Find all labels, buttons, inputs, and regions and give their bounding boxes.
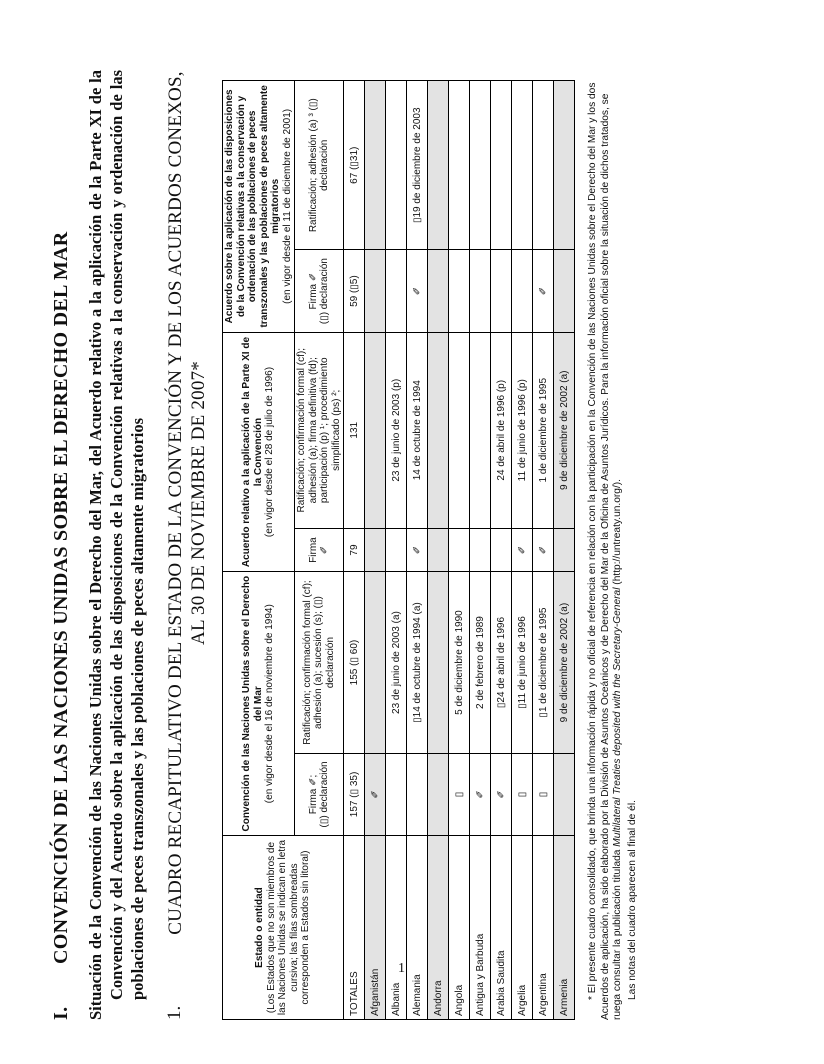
cell-conv-signature (386, 753, 407, 835)
table-row (491, 81, 512, 1020)
cell-conv-signature (428, 753, 449, 835)
cell-xi-signature (428, 528, 449, 572)
totals-fish-ratification: 67 (▯31) (344, 81, 365, 250)
cell-conv-ratification (428, 572, 449, 754)
header-fish-stocks-force: (en vigor desde el 11 de diciembre de 2001) (281, 108, 293, 304)
status-table (222, 80, 575, 1020)
cell-xi-signature: ✐ (512, 528, 533, 572)
cell-conv-ratification: 5 de diciembre de 1990 (449, 572, 470, 754)
footnote-main: * El presente cuadro consolidado, que brinda una información rápida y no oficial de referencia en relación con la participación en la Convención de las Naciones Unidas sobre el Derecho del Mar y los dos Acuerdos de aplicación, ha sido elaborado por la División de Asuntos Oceánicos y de Derecho del Mar de la Oficina de Asuntos Jurídicos. Para la información oficial sobre la situación de dichos tratados, se ruega consultar la publicación titulada Multilateral Treaties deposited with the Secretary-General (http://untreaty.un.org/). (587, 82, 623, 1020)
totals-row (344, 81, 365, 1020)
footnote-publication-title: Multilateral Treaties deposited with the Secretary-General (612, 587, 623, 847)
cell-conv-ratification: 23 de junio de 2003 (a) (386, 572, 407, 754)
totals-conv-signature: 157 (▯ 35) (344, 753, 365, 835)
cell-conv-ratification: ▯14 de octubre de 1994 (a) (407, 572, 428, 754)
chapter-title: CONVENCIÓN DE LAS NACIONES UNIDAS SOBRE EL DERECHO DEL MAR (50, 231, 72, 964)
cell-xi-ratification (428, 332, 449, 528)
cell-state-name: Arabia Saudita (491, 836, 512, 1020)
cell-fish-ratification (449, 81, 470, 250)
header-state-note: (Los Estados que no son miembros de las Naciones Unidas se indican en letra cursiva; las filas sombreadas corresponden a Estados sin litoral) (265, 839, 312, 1016)
cell-state-name: Antigua y Barbuda (470, 836, 491, 1020)
section-title-line2: AL 30 DE NOVIEMBRE DE 2007* (188, 361, 209, 645)
table-row (428, 81, 449, 1020)
table-row (407, 81, 428, 1020)
section-heading (164, 32, 210, 1020)
cell-state-name: Andorra (428, 836, 449, 1020)
cell-conv-ratification: 9 de diciembre de 2002 (a) (554, 572, 575, 754)
cell-conv-signature: ▯ (533, 753, 554, 835)
cell-xi-ratification: 14 de octubre de 1994 (407, 332, 428, 528)
header-xi-ratification: Ratificación; confirmación formal (cf); adhesión (a); firma definitiva (fd); participación (p) ¹; procedimiento simplificado (ps) ²; (295, 332, 344, 528)
cell-xi-signature (491, 528, 512, 572)
header-fish-stocks (223, 81, 295, 333)
cell-fish-signature (449, 250, 470, 332)
cell-conv-ratification (365, 572, 386, 754)
cell-xi-ratification (365, 332, 386, 528)
cell-xi-ratification: 1 de diciembre de 1995 (533, 332, 554, 528)
cell-conv-signature: ✐ (470, 753, 491, 835)
document-subtitle: Situación de la Convención de las Naciones Unidas sobre el Derecho del Mar, del Acuerdo relativo a la aplicación de la Parte XI de la Convención y del Acuerdo sobre la aplicación de las disposiciones de la Convención relativas a la conservación y ordenación de las poblaciones de peces transzonales y las poblaciones de peces altamente migratorios (86, 70, 147, 1020)
header-part-xi-title: Acuerdo relativo a la aplicación de la Parte XI de la Convención (241, 336, 264, 568)
cell-fish-signature (491, 250, 512, 332)
header-fish-stocks-title: Acuerdo sobre la aplicación de las disposiciones de la Convención relativas a la conservación y ordenación de las poblaciones de peces transzonales y las poblaciones de peces altamente migratorios (224, 85, 281, 328)
cell-conv-signature: ✐ (491, 753, 512, 835)
totals-xi-ratification: 131 (344, 332, 365, 528)
cell-state-name: Afganistán (365, 836, 386, 1020)
rotated-page-content (32, 32, 792, 1032)
cell-conv-signature (554, 753, 575, 835)
header-part-xi (223, 332, 295, 572)
cell-xi-signature: ✐ (533, 528, 554, 572)
cell-state-name: Argentina (533, 836, 554, 1020)
cell-xi-signature (386, 528, 407, 572)
totals-xi-signature: 79 (344, 528, 365, 572)
table-row (554, 81, 575, 1020)
cell-conv-ratification: ▯1 de diciembre de 1995 (533, 572, 554, 754)
cell-conv-ratification: ▯11 de junio de 1996 (512, 572, 533, 754)
footnote (587, 80, 639, 1020)
header-conv-signature: Firma ✐; (▯) declaración (295, 753, 344, 835)
cell-fish-ratification (428, 81, 449, 250)
table-row (365, 81, 386, 1020)
totals-conv-ratification: 155 (▯ 60) (344, 572, 365, 754)
cell-xi-ratification: 23 de junio de 2003 (p) (386, 332, 407, 528)
cell-xi-signature: ✐ (407, 528, 428, 572)
cell-xi-ratification: 24 de abril de 1996 (p) (491, 332, 512, 528)
cell-xi-signature (365, 528, 386, 572)
cell-fish-signature (512, 250, 533, 332)
section-number: 1. (164, 1005, 185, 1020)
cell-state-name: Argelia (512, 836, 533, 1020)
section-title (164, 32, 210, 974)
cell-fish-ratification (512, 81, 533, 250)
cell-fish-signature (470, 250, 491, 332)
cell-fish-ratification (386, 81, 407, 250)
cell-conv-signature: ▯ (449, 753, 470, 835)
table-row (386, 81, 407, 1020)
header-convention-force: (en vigor desde el 16 de noviembre de 1994) (264, 604, 276, 804)
cell-xi-ratification: 9 de diciembre de 2002 (a) (554, 332, 575, 528)
cell-fish-ratification (470, 81, 491, 250)
cell-xi-ratification: 11 de junio de 1996 (p) (512, 332, 533, 528)
table-row (512, 81, 533, 1020)
header-fish-signature: Firma ✐ (▯) declaración (295, 250, 344, 332)
table-row (449, 81, 470, 1020)
footnote-notes: Las notas del cuadro aparecen al final de él. (626, 800, 638, 1000)
cell-fish-ratification (365, 81, 386, 250)
section-title-line1: CUADRO RECAPITULATIVO DEL ESTADO DE LA CONVENCIÓN Y DE LOS ACUERDOS CONEXOS, (165, 71, 186, 935)
cell-xi-ratification (470, 332, 491, 528)
cell-fish-signature (365, 250, 386, 332)
header-convention (223, 572, 295, 836)
cell-fish-ratification (533, 81, 554, 250)
cell-fish-ratification: ▯19 de diciembre de 2003 (407, 81, 428, 250)
cell-conv-signature: ✐ (365, 753, 386, 835)
cell-fish-signature (386, 250, 407, 332)
cell-fish-ratification (554, 81, 575, 250)
totals-fish-signature: 59 (▯5) (344, 250, 365, 332)
cell-xi-ratification (449, 332, 470, 528)
cell-state-name: Armenia (554, 836, 575, 1020)
cell-xi-signature (554, 528, 575, 572)
totals-label: TOTALES (344, 836, 365, 1020)
page-number: 1 (398, 961, 405, 976)
header-xi-signature: Firma ✐ (295, 528, 344, 572)
cell-fish-signature: ✐ (533, 250, 554, 332)
header-part-xi-force: (en vigor desde el 28 de julio de 1996) (264, 366, 276, 538)
cell-state-name: Angola (449, 836, 470, 1020)
cell-fish-signature (428, 250, 449, 332)
cell-conv-ratification: 2 de febrero de 1989 (470, 572, 491, 754)
cell-fish-ratification (491, 81, 512, 250)
cell-xi-signature (470, 528, 491, 572)
header-convention-title: Convención de las Naciones Unidas sobre el Derecho del Mar (241, 575, 264, 832)
cell-conv-signature: ▯ (512, 753, 533, 835)
cell-state-name: Alemania (407, 836, 428, 1020)
cell-fish-signature (554, 250, 575, 332)
header-conv-ratification: Ratificación; confirmación formal (cf); adhesión (a); sucesión (s); (▯) declaración (295, 572, 344, 754)
table-row (533, 81, 554, 1020)
cell-fish-signature: ✐ (407, 250, 428, 332)
cell-xi-signature (449, 528, 470, 572)
table-row (470, 81, 491, 1020)
header-state (223, 836, 344, 1020)
cell-conv-ratification: ▯24 de abril de 1996 (491, 572, 512, 754)
chapter-heading (50, 32, 73, 1032)
header-fish-ratification: Ratificación; adhesión (a) ³ (▯) declaración (295, 81, 344, 250)
cell-state-name: Albania (386, 836, 407, 1020)
cell-conv-signature (407, 753, 428, 835)
header-state-title: Estado o entidad (254, 887, 266, 968)
chapter-number: I. (50, 1006, 72, 1020)
